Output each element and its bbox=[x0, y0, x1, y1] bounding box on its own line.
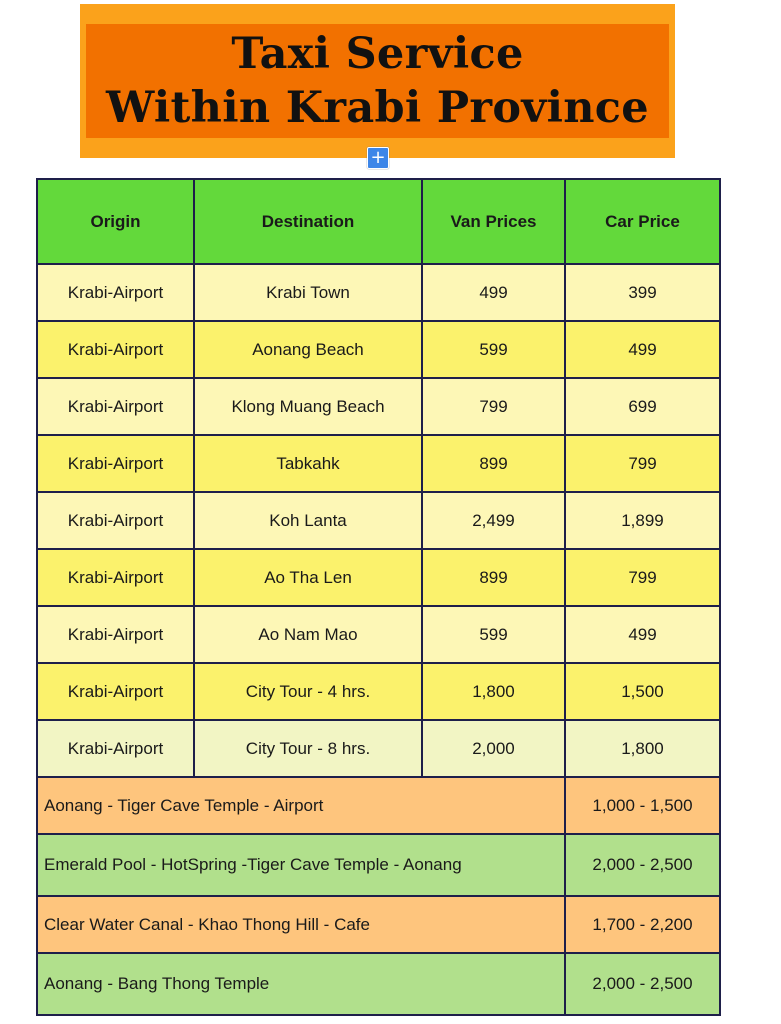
table-row bbox=[37, 720, 720, 777]
tour-price-cell: 2,000 - 2,500 bbox=[565, 834, 720, 896]
header-van-prices: Van Prices bbox=[422, 179, 565, 264]
van-price-cell: 2,499 bbox=[422, 492, 565, 549]
car-price-cell: 799 bbox=[565, 435, 720, 492]
tour-price-cell: 1,000 - 1,500 bbox=[565, 777, 720, 834]
van-price-cell: 499 bbox=[422, 264, 565, 321]
tour-row bbox=[37, 777, 720, 834]
car-price-cell: 799 bbox=[565, 549, 720, 606]
title-panel bbox=[86, 24, 669, 138]
van-price-cell: 899 bbox=[422, 549, 565, 606]
origin-cell: Krabi-Airport bbox=[37, 492, 194, 549]
destination-cell: Klong Muang Beach bbox=[194, 378, 422, 435]
destination-cell: City Tour - 8 hrs. bbox=[194, 720, 422, 777]
tour-price-cell: 2,000 - 2,500 bbox=[565, 953, 720, 1015]
car-price-cell: 499 bbox=[565, 321, 720, 378]
table-row bbox=[37, 321, 720, 378]
destination-cell: Ao Nam Mao bbox=[194, 606, 422, 663]
tour-route-cell: Clear Water Canal - Khao Thong Hill - Cafe bbox=[37, 896, 565, 953]
origin-cell: Krabi-Airport bbox=[37, 264, 194, 321]
table-row bbox=[37, 606, 720, 663]
tour-route-cell: Aonang - Tiger Cave Temple - Airport bbox=[37, 777, 565, 834]
tour-row bbox=[37, 834, 720, 896]
tour-row bbox=[37, 953, 720, 1015]
origin-cell: Krabi-Airport bbox=[37, 321, 194, 378]
van-price-cell: 1,800 bbox=[422, 663, 565, 720]
destination-cell: City Tour - 4 hrs. bbox=[194, 663, 422, 720]
car-price-cell: 1,800 bbox=[565, 720, 720, 777]
header-car-price: Car Price bbox=[565, 179, 720, 264]
price-table bbox=[36, 178, 721, 1016]
car-price-cell: 1,500 bbox=[565, 663, 720, 720]
tour-route-cell: Aonang - Bang Thong Temple bbox=[37, 953, 565, 1015]
car-price-cell: 499 bbox=[565, 606, 720, 663]
tour-row bbox=[37, 896, 720, 953]
table-row bbox=[37, 663, 720, 720]
table-row bbox=[37, 549, 720, 606]
table-row bbox=[37, 264, 720, 321]
tour-route-cell: Emerald Pool - HotSpring -Tiger Cave Temple - Aonang bbox=[37, 834, 565, 896]
page-title-line-1: Taxi Service bbox=[231, 29, 524, 79]
table-row bbox=[37, 435, 720, 492]
origin-cell: Krabi-Airport bbox=[37, 378, 194, 435]
tour-price-cell: 1,700 - 2,200 bbox=[565, 896, 720, 953]
car-price-cell: 399 bbox=[565, 264, 720, 321]
origin-cell: Krabi-Airport bbox=[37, 663, 194, 720]
van-price-cell: 2,000 bbox=[422, 720, 565, 777]
destination-cell: Koh Lanta bbox=[194, 492, 422, 549]
destination-cell: Ao Tha Len bbox=[194, 549, 422, 606]
add-icon[interactable]: + bbox=[367, 147, 389, 169]
origin-cell: Krabi-Airport bbox=[37, 435, 194, 492]
table-row bbox=[37, 378, 720, 435]
header-destination: Destination bbox=[194, 179, 422, 264]
van-price-cell: 599 bbox=[422, 321, 565, 378]
origin-cell: Krabi-Airport bbox=[37, 549, 194, 606]
destination-cell: Aonang Beach bbox=[194, 321, 422, 378]
car-price-cell: 699 bbox=[565, 378, 720, 435]
van-price-cell: 799 bbox=[422, 378, 565, 435]
header-origin: Origin bbox=[37, 179, 194, 264]
origin-cell: Krabi-Airport bbox=[37, 606, 194, 663]
origin-cell: Krabi-Airport bbox=[37, 720, 194, 777]
van-price-cell: 599 bbox=[422, 606, 565, 663]
table-header-row bbox=[37, 179, 720, 264]
destination-cell: Tabkahk bbox=[194, 435, 422, 492]
car-price-cell: 1,899 bbox=[565, 492, 720, 549]
van-price-cell: 899 bbox=[422, 435, 565, 492]
destination-cell: Krabi Town bbox=[194, 264, 422, 321]
table-row bbox=[37, 492, 720, 549]
page-title-line-2: Within Krabi Province bbox=[106, 83, 649, 133]
